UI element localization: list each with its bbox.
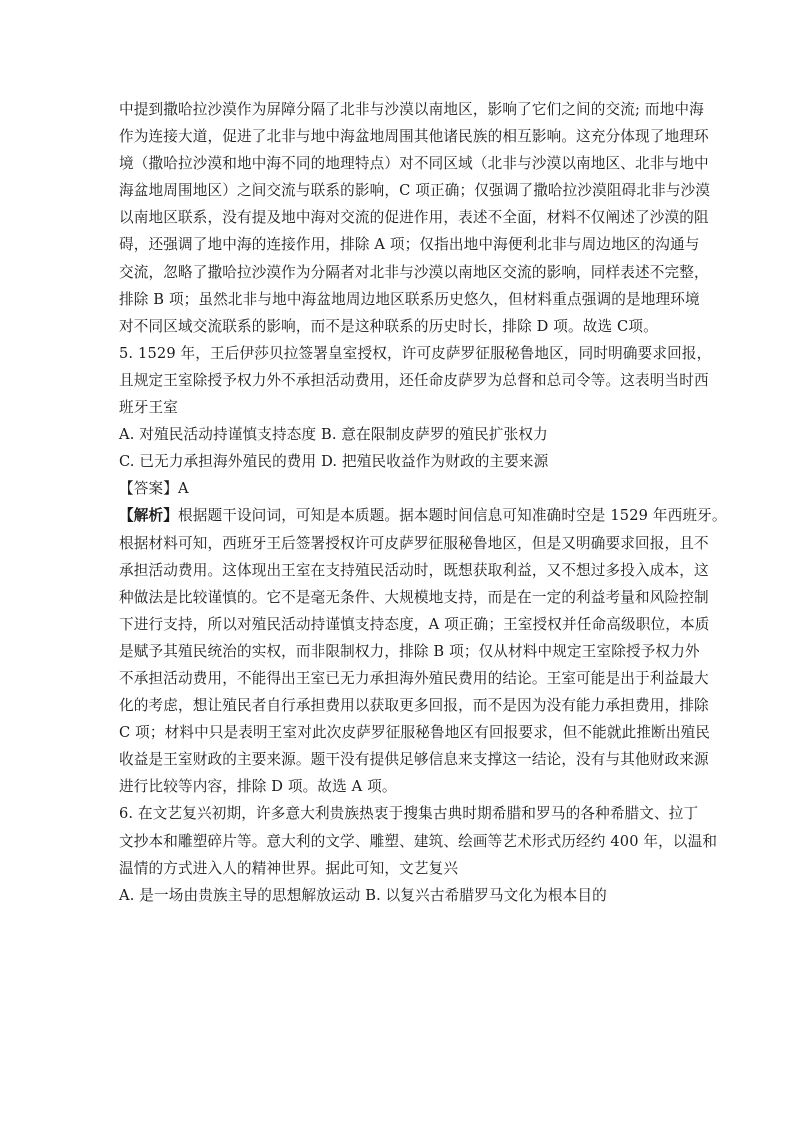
text-line: 以南地区联系，没有提及地中海对交流的促进作用，表述不全面，材料不仅阐述了沙漠的阻 [119,209,709,227]
document-page [119,96,727,909]
question-6 [119,800,718,908]
explanation-line: 化的考虑，想让殖民者自行承担费用以获取更多回报，而不是因为没有能力承担费用，排除 [119,697,709,715]
answer-label: 【答案】A [119,480,189,498]
explanation-line: 下进行支持，所以对殖民活动持谨慎支持态度，A 项正确；王室授权并任命高级职位，本质 [119,615,710,633]
question-stem-line: 5. 1529 年，王后伊莎贝拉签署皇室授权，许可皮萨罗征服秘鲁地区，同时明确要求回报， [119,344,712,362]
explanation-line: 是赋予其殖民统治的实权，而非限制权力，排除 B 项；仅从材料中规定王室除授予权力外 [119,642,700,660]
option-line: C. 已无力承担海外殖民的费用 D. 把殖民收益作为财政的主要来源 [119,453,549,471]
question-stem-line: 6. 在文艺复兴初期，许多意大利贵族热衷于搜集古典时期希腊和罗马的各种希腊文、拉丁 [119,805,699,823]
explanation-text: 根据题干设问词，可知是本质题。据本题时间信息可知准确时空是 1529 年西班牙。 [177,507,727,525]
explanation-line: 收益是王室财政的主要来源。题干没有提供足够信息来支撑这一结论，没有与其他财政来源 [119,751,709,769]
text-line: 中提到撒哈拉沙漠作为屏障分隔了北非与沙漠以南地区，影响了它们之间的交流; 而地中海 [119,101,704,118]
text-line: 对不同区域交流联系的影响，而不是这种联系的历史时长，排除 D 项。故选 C项。 [119,317,658,335]
text-line: 排除 B 项；虽然北非与地中海盆地周边地区联系历史悠久，但材料重点强调的是地理环境 [119,290,700,308]
explanation-line: 进行比较等内容，排除 D 项。故选 A 项。 [119,778,397,796]
question-5 [119,340,727,801]
question-stem-line: 温情的方式进入人的精神世界。据此可知，文艺复兴 [119,859,459,877]
explanation-line: 承担活动费用。这体现出王室在支持殖民活动时，既想获取利益，又不想过多投入成本，这 [119,561,709,579]
question-stem-line: 且规定王室除授予权力外不承担活动费用，还任命皮萨罗为总督和总司令等。这表明当时西 [119,371,709,389]
question-stem-line: 班牙王室 [119,399,178,417]
explanation-first-line [119,502,727,529]
explanation-line: C 项；材料中只是表明王室对此次皮萨罗征服秘鲁地区有回报要求，但不能就此推断出殖民 [119,724,711,742]
text-line: 境（撒哈拉沙漠和地中海不同的地理特点）对不同区域（北非与沙漠以南地区、北非与地中 [119,155,709,173]
explanation-line: 不承担活动费用，不能得出王室已无力承担海外殖民费用的结论。王室可能是出于利益最大 [119,669,709,687]
explanation-label: 【解析】 [119,507,178,525]
text-line: 作为连接大道，促进了北非与地中海盆地周围其他诸民族的相互影响。这充分体现了地理环 [119,128,709,146]
q4-explanation-paragraph [119,96,711,340]
question-stem-line: 文抄本和雕塑碎片等。意大利的文学、雕塑、建筑、绘画等艺术形式历经约 400 年，以温和 [119,832,718,850]
text-line: 交流，忽略了撒哈拉沙漠作为分隔者对北非与沙漠以南地区交流的影响，同样表述不完整， [119,263,709,281]
explanation-line: 种做法是比较谨慎的。它不是毫无条件、大规模地支持，而是在一定的利益考量和风险控制 [119,588,709,606]
text-line: 海盆地周围地区）之间交流与联系的影响，C 项正确；仅强调了撒哈拉沙漠阻碍北非与沙漠 [119,182,711,200]
option-line: A. 是一场由贵族主导的思想解放运动 B. 以复兴古希腊罗马文化为根本目的 [119,886,607,904]
explanation-line: 根据材料可知，西班牙王后签署授权许可皮萨罗征服秘鲁地区，但是又明确要求回报，且不 [119,534,709,552]
option-line: A. 对殖民活动持谨慎支持态度 B. 意在限制皮萨罗的殖民扩张权力 [119,426,548,444]
text-line: 碍，还强调了地中海的连接作用，排除 A 项；仅指出地中海便利北非与周边地区的沟通与 [119,236,700,254]
